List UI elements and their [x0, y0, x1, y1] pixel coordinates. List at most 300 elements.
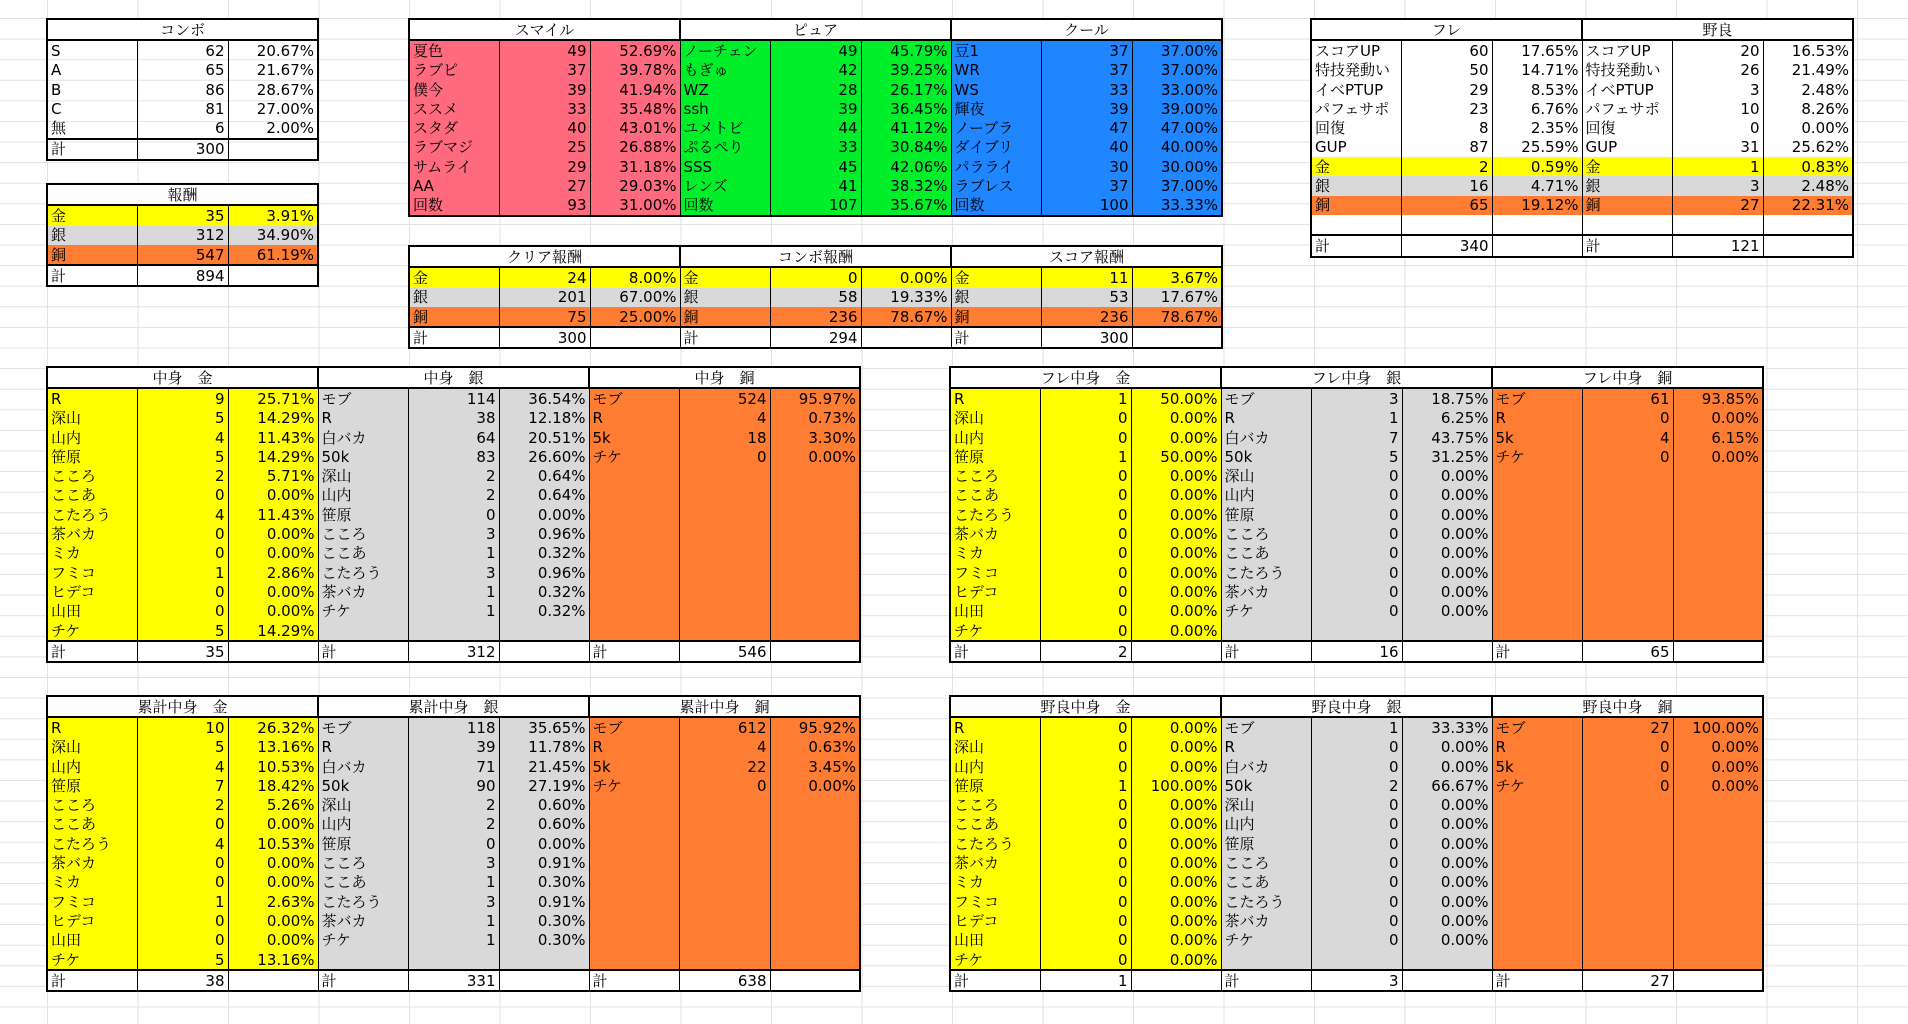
combo-cell: 300 — [137, 139, 228, 160]
reward-cell: 312 — [137, 226, 228, 245]
contents-bronze-cell: 3.30% — [770, 428, 860, 447]
friend-fre-cell: 特技発動い — [1311, 61, 1401, 80]
attr-cool-cell: ダイブリ — [951, 138, 1041, 157]
nora_contents-bronze-cell: R — [1492, 738, 1582, 757]
contents-gold-cell: 14.29% — [228, 447, 318, 466]
nora_contents-bronze-cell — [1492, 834, 1582, 853]
contents-silver-cell — [499, 641, 589, 662]
sub-reward-label: 銅 — [409, 307, 499, 327]
fre_contents-bronze-cell: モブ — [1492, 388, 1582, 408]
attr-smile-cell: 夏色 — [409, 40, 499, 60]
nora_contents-gold-cell: 0.00% — [1131, 717, 1221, 737]
combo-cell: 28.67% — [228, 80, 318, 99]
friend-fre-cell: 29 — [1401, 80, 1492, 99]
nora_contents-bronze-cell — [1582, 795, 1673, 814]
cum_contents-gold-cell: 5.26% — [228, 795, 318, 814]
cum_contents-gold-cell: 茶バカ — [47, 853, 137, 872]
friend-nora-cell: パフェサポ — [1582, 99, 1672, 118]
cum_contents-bronze-cell: 0 — [679, 776, 770, 795]
sub-reward-combo-count: 0 — [770, 267, 861, 287]
cum_contents-gold-cell: 0 — [137, 911, 228, 930]
contents-header-bronze: 中身 銅 — [589, 367, 860, 388]
sub-reward-score-pct — [1132, 327, 1222, 348]
attr-pure-cell: 33 — [770, 138, 861, 157]
nora_contents-gold-cell: 0.00% — [1131, 815, 1221, 834]
cum_contents-bronze-cell — [679, 931, 770, 950]
cum_contents-gold-cell: 0 — [137, 853, 228, 872]
contents-silver-cell: 64 — [408, 428, 499, 447]
fre_contents-bronze-cell — [1582, 505, 1673, 524]
nora_contents-gold-cell: 0.00% — [1131, 853, 1221, 872]
fre_contents-bronze-cell: 93.85% — [1673, 388, 1763, 408]
attr-pure-cell: 39.25% — [861, 61, 951, 80]
attr-smile-cell: 39.78% — [590, 61, 680, 80]
fre_contents-bronze-cell — [1673, 524, 1763, 543]
contents-silver-cell: 0.32% — [499, 544, 589, 563]
table-row — [47, 582, 860, 601]
cum_contents-gold-cell — [228, 970, 318, 991]
contents-gold-cell: 0.00% — [228, 602, 318, 621]
contents-bronze-cell: 524 — [679, 388, 770, 408]
reward-cell: 894 — [137, 265, 228, 286]
friend-row — [1311, 215, 1853, 235]
nora_contents-header-silver: 野良中身 銀 — [1221, 696, 1492, 717]
fre_contents-silver-cell: 計 — [1221, 641, 1311, 662]
attr-cool-cell: ノーブラ — [951, 118, 1041, 137]
sub-reward-label: 銀 — [680, 288, 770, 307]
table-row — [47, 388, 860, 408]
fre_contents-gold-cell: 50.00% — [1131, 388, 1221, 408]
fre_contents-bronze-cell — [1582, 582, 1673, 601]
nora_contents-gold-cell: 0 — [1040, 853, 1131, 872]
table-row — [950, 950, 1763, 970]
sub-reward-score-count: 236 — [1041, 307, 1132, 327]
fre_contents-bronze-cell — [1492, 602, 1582, 621]
fre_contents-bronze-cell — [1673, 641, 1763, 662]
table-row — [950, 582, 1763, 601]
sub-reward-label: 銅 — [951, 307, 1041, 327]
cum_contents-gold-cell: フミコ — [47, 892, 137, 911]
attr-cool-cell: 37.00% — [1132, 40, 1222, 60]
attr-cool-cell: 40 — [1041, 138, 1132, 157]
fre_contents-gold-cell: R — [950, 388, 1040, 408]
nora_contents-gold-cell: 0 — [1040, 757, 1131, 776]
reward-row — [47, 226, 318, 245]
attr-smile-cell: 93 — [499, 196, 590, 216]
table-row — [47, 970, 860, 991]
contents-silver-cell: 50k — [318, 447, 408, 466]
friend-fre-cell: 87 — [1401, 138, 1492, 157]
nora_contents-silver-cell: 0 — [1311, 892, 1402, 911]
cum_contents-silver-cell: 3 — [408, 892, 499, 911]
contents-gold-cell: こころ — [47, 466, 137, 485]
contents-bronze-cell — [679, 582, 770, 601]
nora_contents-bronze-cell — [1582, 931, 1673, 950]
contents-silver-cell: 深山 — [318, 466, 408, 485]
cum_contents-gold-cell: ミカ — [47, 873, 137, 892]
cum_contents-bronze-cell: 計 — [589, 970, 679, 991]
cum_contents-gold-cell: ここあ — [47, 815, 137, 834]
sub-reward-label: 計 — [409, 327, 499, 348]
attr-cool-header: クール — [951, 19, 1222, 40]
sub-reward-label: 計 — [680, 327, 770, 348]
nora_contents-bronze-cell — [1673, 834, 1763, 853]
fre_contents-silver-cell: 43.75% — [1402, 428, 1492, 447]
fre_contents-gold-cell: ヒデコ — [950, 582, 1040, 601]
combo-cell: 27.00% — [228, 99, 318, 118]
attr-cool-cell: 47.00% — [1132, 118, 1222, 137]
attr-pure-cell: 45 — [770, 157, 861, 176]
cum_contents-gold-cell: 7 — [137, 776, 228, 795]
attr-cool-cell: WR — [951, 61, 1041, 80]
nora_contents-gold-cell: 0.00% — [1131, 873, 1221, 892]
nora_contents-silver-cell: 茶バカ — [1221, 911, 1311, 930]
attr-pure-cell: ユメトビ — [680, 118, 770, 137]
nora_contents-bronze-cell — [1673, 911, 1763, 930]
cum_contents-bronze-cell: 95.92% — [770, 717, 860, 737]
contents-bronze-cell — [770, 641, 860, 662]
fre_contents-gold-cell: 計 — [950, 641, 1040, 662]
cum_contents-silver-cell: 118 — [408, 717, 499, 737]
fre_contents-silver-cell: 0.00% — [1402, 466, 1492, 485]
sub-reward-table — [408, 245, 1223, 349]
attr-pure-cell: 35.67% — [861, 196, 951, 216]
fre_contents-bronze-cell: 5k — [1492, 428, 1582, 447]
contents-bronze-cell — [589, 563, 679, 582]
nora_contents-bronze-cell — [1492, 911, 1582, 930]
fre_contents-gold-cell: 0.00% — [1131, 582, 1221, 601]
fre_contents-bronze-cell — [1673, 602, 1763, 621]
contents-silver-cell: こころ — [318, 524, 408, 543]
nora_contents-header-gold: 野良中身 金 — [950, 696, 1221, 717]
reward-cell: 35 — [137, 205, 228, 225]
contents-silver-cell: 笹原 — [318, 505, 408, 524]
sub-reward-label: 銅 — [680, 307, 770, 327]
contents-gold-cell: 14.29% — [228, 409, 318, 428]
fre_contents-silver-cell: 0.00% — [1402, 486, 1492, 505]
cum_contents-bronze-cell: チケ — [589, 776, 679, 795]
contents-gold-cell: 2.86% — [228, 563, 318, 582]
nora_contents-bronze-cell: モブ — [1492, 717, 1582, 737]
attr-cool-cell: 47 — [1041, 118, 1132, 137]
attr-smile-cell: ラブマジ — [409, 138, 499, 157]
combo-row — [47, 61, 318, 80]
cum_contents-silver-cell: ここあ — [318, 873, 408, 892]
cum_contents-bronze-cell: R — [589, 738, 679, 757]
sub-reward-clear-header: クリア報酬 — [409, 246, 680, 267]
fre_contents-bronze-cell: 計 — [1492, 641, 1582, 662]
cum_contents-silver-cell: 11.78% — [499, 738, 589, 757]
attr-row — [409, 61, 1222, 80]
contents-gold-cell: ヒデコ — [47, 582, 137, 601]
attr-cool-cell: 37.00% — [1132, 61, 1222, 80]
cum_contents-bronze-cell — [679, 795, 770, 814]
nora_contents-silver-cell: 2 — [1311, 776, 1402, 795]
cum_contents-silver-cell: 0.91% — [499, 892, 589, 911]
sub-reward-clear-pct — [590, 327, 680, 348]
contents-bronze-cell — [679, 524, 770, 543]
nora_contents-gold-cell: チケ — [950, 950, 1040, 970]
nora_contents-bronze-cell — [1673, 931, 1763, 950]
fre_contents-silver-cell: 0.00% — [1402, 524, 1492, 543]
nora_contents-gold-cell: 0.00% — [1131, 931, 1221, 950]
sub-reward-score-pct: 78.67% — [1132, 307, 1222, 327]
contents-silver-cell: 0 — [408, 505, 499, 524]
contents-bronze-cell — [589, 505, 679, 524]
fre_contents-gold-cell: 0 — [1040, 409, 1131, 428]
nora_contents-bronze-cell — [1492, 795, 1582, 814]
combo-row — [47, 139, 318, 160]
contents-gold-cell: 9 — [137, 388, 228, 408]
attr-pure-cell: ぷるぺり — [680, 138, 770, 157]
attr-cool-cell: 輝夜 — [951, 99, 1041, 118]
attr-smile-cell: 35.48% — [590, 99, 680, 118]
contents-silver-cell: 26.60% — [499, 447, 589, 466]
attr-cool-cell: 39.00% — [1132, 99, 1222, 118]
nora_contents-silver-cell: 0 — [1311, 738, 1402, 757]
contents-bronze-cell — [770, 563, 860, 582]
table-row — [950, 409, 1763, 428]
fre_contents-silver-cell: 山内 — [1221, 486, 1311, 505]
sub-reward-clear-pct: 67.00% — [590, 288, 680, 307]
friend-fre-cell: 4.71% — [1492, 176, 1582, 195]
contents-bronze-cell: チケ — [589, 447, 679, 466]
sub-reward-combo-count: 58 — [770, 288, 861, 307]
fre_contents-silver-cell: 0.00% — [1402, 563, 1492, 582]
table-row — [47, 834, 860, 853]
attr-smile-cell: 29 — [499, 157, 590, 176]
fre_contents-gold-cell: 0.00% — [1131, 544, 1221, 563]
table-row — [47, 717, 860, 737]
reward-cell: 銀 — [47, 226, 137, 245]
nora_contents-gold-cell: 0.00% — [1131, 834, 1221, 853]
combo-cell: 6 — [137, 118, 228, 138]
fre_contents-silver-cell: モブ — [1221, 388, 1311, 408]
table-row — [950, 486, 1763, 505]
contents-bronze-cell — [770, 505, 860, 524]
contents-gold-cell — [228, 641, 318, 662]
fre_contents-gold-cell: 0.00% — [1131, 621, 1221, 641]
contents-silver-cell: 0.32% — [499, 582, 589, 601]
table-row — [47, 486, 860, 505]
nora_contents-bronze-cell: 5k — [1492, 757, 1582, 776]
table-row — [47, 621, 860, 641]
nora_contents-gold-cell: 0 — [1040, 873, 1131, 892]
friend-nora-cell: 10 — [1672, 99, 1763, 118]
nora_contents-silver-cell: 0.00% — [1402, 853, 1492, 872]
contents-gold-cell: 1 — [137, 563, 228, 582]
combo-cell: 計 — [47, 139, 137, 160]
nora_contents-silver-cell: 3 — [1311, 970, 1402, 991]
friend-nora-cell — [1672, 215, 1763, 235]
cum_contents-silver-cell: 茶バカ — [318, 911, 408, 930]
attr-smile-cell: 29.03% — [590, 176, 680, 195]
contents-bronze-cell — [679, 563, 770, 582]
cum_contents-header-row — [47, 696, 860, 717]
nora_contents-bronze-cell — [1582, 911, 1673, 930]
attr-pure-cell: 30.84% — [861, 138, 951, 157]
cum_contents-bronze-cell: モブ — [589, 717, 679, 737]
nora_contents-silver-cell: 0 — [1311, 911, 1402, 930]
cum_contents-bronze-cell — [679, 853, 770, 872]
attr-smile-cell: 31.00% — [590, 196, 680, 216]
attr-pure-cell: ノーチェン — [680, 40, 770, 60]
attr-cool-cell: 37.00% — [1132, 176, 1222, 195]
attr-pure-cell: 38.32% — [861, 176, 951, 195]
contents-header-gold: 中身 金 — [47, 367, 318, 388]
fre_contents-bronze-cell — [1582, 486, 1673, 505]
fre_contents-gold-cell: 50.00% — [1131, 447, 1221, 466]
table-row — [950, 853, 1763, 872]
nora_contents-silver-cell: こころ — [1221, 853, 1311, 872]
fre_contents-gold-cell: 0.00% — [1131, 602, 1221, 621]
cum_contents-silver-cell: 2 — [408, 815, 499, 834]
fre_contents-gold-cell: 0 — [1040, 602, 1131, 621]
contents-bronze-cell — [770, 524, 860, 543]
fre_contents-silver-cell: 18.75% — [1402, 388, 1492, 408]
cum_contents-gold-cell: 深山 — [47, 738, 137, 757]
nora_contents-gold-cell: こころ — [950, 795, 1040, 814]
attribute-table — [408, 18, 1223, 217]
friend-fre-cell: 計 — [1311, 235, 1401, 256]
contents-bronze-cell: 0 — [679, 447, 770, 466]
attr-pure-cell: 42.06% — [861, 157, 951, 176]
combo-cell: 2.00% — [228, 118, 318, 138]
table-row — [950, 815, 1763, 834]
fre_contents-silver-cell: ここあ — [1221, 544, 1311, 563]
contents-bronze-cell — [589, 582, 679, 601]
fre_contents-bronze-cell: 0.00% — [1673, 447, 1763, 466]
cum_contents-gold-cell: 13.16% — [228, 738, 318, 757]
cum_contents-gold-cell: 26.32% — [228, 717, 318, 737]
contents-silver-cell: 0.32% — [499, 602, 589, 621]
nora_contents-gold-cell: 0.00% — [1131, 911, 1221, 930]
contents-bronze-cell: 計 — [589, 641, 679, 662]
cum_contents-silver-cell: 21.45% — [499, 757, 589, 776]
combo-cell: 20.67% — [228, 40, 318, 60]
friend-row — [1311, 118, 1853, 137]
reward-cell: 61.19% — [228, 245, 318, 265]
fre_contents-bronze-cell: 6.15% — [1673, 428, 1763, 447]
contents-silver-cell: 3 — [408, 563, 499, 582]
cum_contents-bronze-cell — [770, 970, 860, 991]
sub-reward-clear-count: 300 — [499, 327, 590, 348]
fre_contents-silver-cell: R — [1221, 409, 1311, 428]
attr-cool-cell: 37 — [1041, 40, 1132, 60]
nora_contents-gold-cell: ヒデコ — [950, 911, 1040, 930]
friend-header: フレ — [1311, 19, 1582, 40]
fre_contents-silver-cell: 深山 — [1221, 466, 1311, 485]
friend-row — [1311, 157, 1853, 176]
sub-reward-score-pct: 3.67% — [1132, 267, 1222, 287]
attr-cool-cell: 37 — [1041, 61, 1132, 80]
nora_contents-gold-cell: 0 — [1040, 892, 1131, 911]
cum_contents-silver-cell: 1 — [408, 911, 499, 930]
fre_contents-silver-cell: 0.00% — [1402, 602, 1492, 621]
nora_contents-bronze-cell: 100.00% — [1673, 717, 1763, 737]
contents-silver-cell: チケ — [318, 602, 408, 621]
cum_contents-silver-cell: 90 — [408, 776, 499, 795]
fre_contents-bronze-cell — [1582, 602, 1673, 621]
friend-fre-cell — [1311, 215, 1401, 235]
nora_contents-bronze-cell — [1582, 853, 1673, 872]
cum_contents-gold-cell: 山内 — [47, 757, 137, 776]
sub-reward-combo-pct: 19.33% — [861, 288, 951, 307]
fre_contents-silver-cell: 白バカ — [1221, 428, 1311, 447]
cum_contents-silver-cell — [408, 950, 499, 970]
cum_contents-gold-cell: こたろう — [47, 834, 137, 853]
cum_contents-bronze-cell — [679, 892, 770, 911]
cum_contents-silver-cell: 3 — [408, 853, 499, 872]
friend-fre-cell: 0.59% — [1492, 157, 1582, 176]
fre_contents-gold-cell: 0 — [1040, 486, 1131, 505]
cum_contents-silver-cell: 0.30% — [499, 931, 589, 950]
nora_contents-bronze-cell — [1673, 892, 1763, 911]
table-row — [950, 428, 1763, 447]
attr-pure-cell: 107 — [770, 196, 861, 216]
cum_contents-silver-cell: 1 — [408, 873, 499, 892]
combo-cell — [228, 139, 318, 160]
fre_contents-gold-cell: 茶バカ — [950, 524, 1040, 543]
table-row — [47, 641, 860, 662]
reward-table — [46, 183, 319, 287]
attr-smile-cell: 27 — [499, 176, 590, 195]
cum_contents-gold-cell: 18.42% — [228, 776, 318, 795]
fre_contents-silver-cell: 0 — [1311, 524, 1402, 543]
cum_contents-header-bronze: 累計中身 銅 — [589, 696, 860, 717]
attr-smile-cell: 31.18% — [590, 157, 680, 176]
contents-gold-cell: 4 — [137, 505, 228, 524]
attr-cool-cell: 回数 — [951, 196, 1041, 216]
nora_contents-gold-cell: 山内 — [950, 757, 1040, 776]
nora_contents-bronze-cell — [1492, 815, 1582, 834]
reward-row — [47, 245, 318, 265]
friend-nora-cell: 25.62% — [1763, 138, 1853, 157]
contents-silver-cell — [318, 621, 408, 641]
friend-fre-cell: 6.76% — [1492, 99, 1582, 118]
attr-pure-cell: WZ — [680, 80, 770, 99]
fre_contents-bronze-cell — [1492, 563, 1582, 582]
cum_contents-bronze-cell — [589, 950, 679, 970]
friend-nora-cell — [1582, 215, 1672, 235]
cum_contents-bronze-cell — [770, 911, 860, 930]
cum_contents-bronze-cell — [679, 873, 770, 892]
table-row — [47, 563, 860, 582]
nora_contents-bronze-cell: 計 — [1492, 970, 1582, 991]
attr-smile-cell: 37 — [499, 61, 590, 80]
nora_contents-gold-cell: 0 — [1040, 795, 1131, 814]
reward-cell: 計 — [47, 265, 137, 286]
contents-bronze-cell — [589, 466, 679, 485]
attr-row — [409, 157, 1222, 176]
friend-fre-cell: 16 — [1401, 176, 1492, 195]
nora_contents-gold-cell: 1 — [1040, 970, 1131, 991]
fre_contents-header-silver: フレ中身 銀 — [1221, 367, 1492, 388]
cumulative-contents-table — [46, 695, 861, 992]
friend-nora-cell: GUP — [1582, 138, 1672, 157]
contents-gold-cell: 5 — [137, 409, 228, 428]
fre_contents-silver-cell: 5 — [1311, 447, 1402, 466]
cum_contents-gold-cell: 0.00% — [228, 911, 318, 930]
nora_contents-bronze-cell: 27 — [1582, 717, 1673, 737]
friend-nora-cell: 16.53% — [1763, 40, 1853, 60]
fre_contents-bronze-cell — [1492, 582, 1582, 601]
attr-cool-cell: 30.00% — [1132, 157, 1222, 176]
table-row — [47, 853, 860, 872]
nora_contents-gold-cell: 0 — [1040, 738, 1131, 757]
nora_contents-silver-cell: 白バカ — [1221, 757, 1311, 776]
reward-cell: 金 — [47, 205, 137, 225]
